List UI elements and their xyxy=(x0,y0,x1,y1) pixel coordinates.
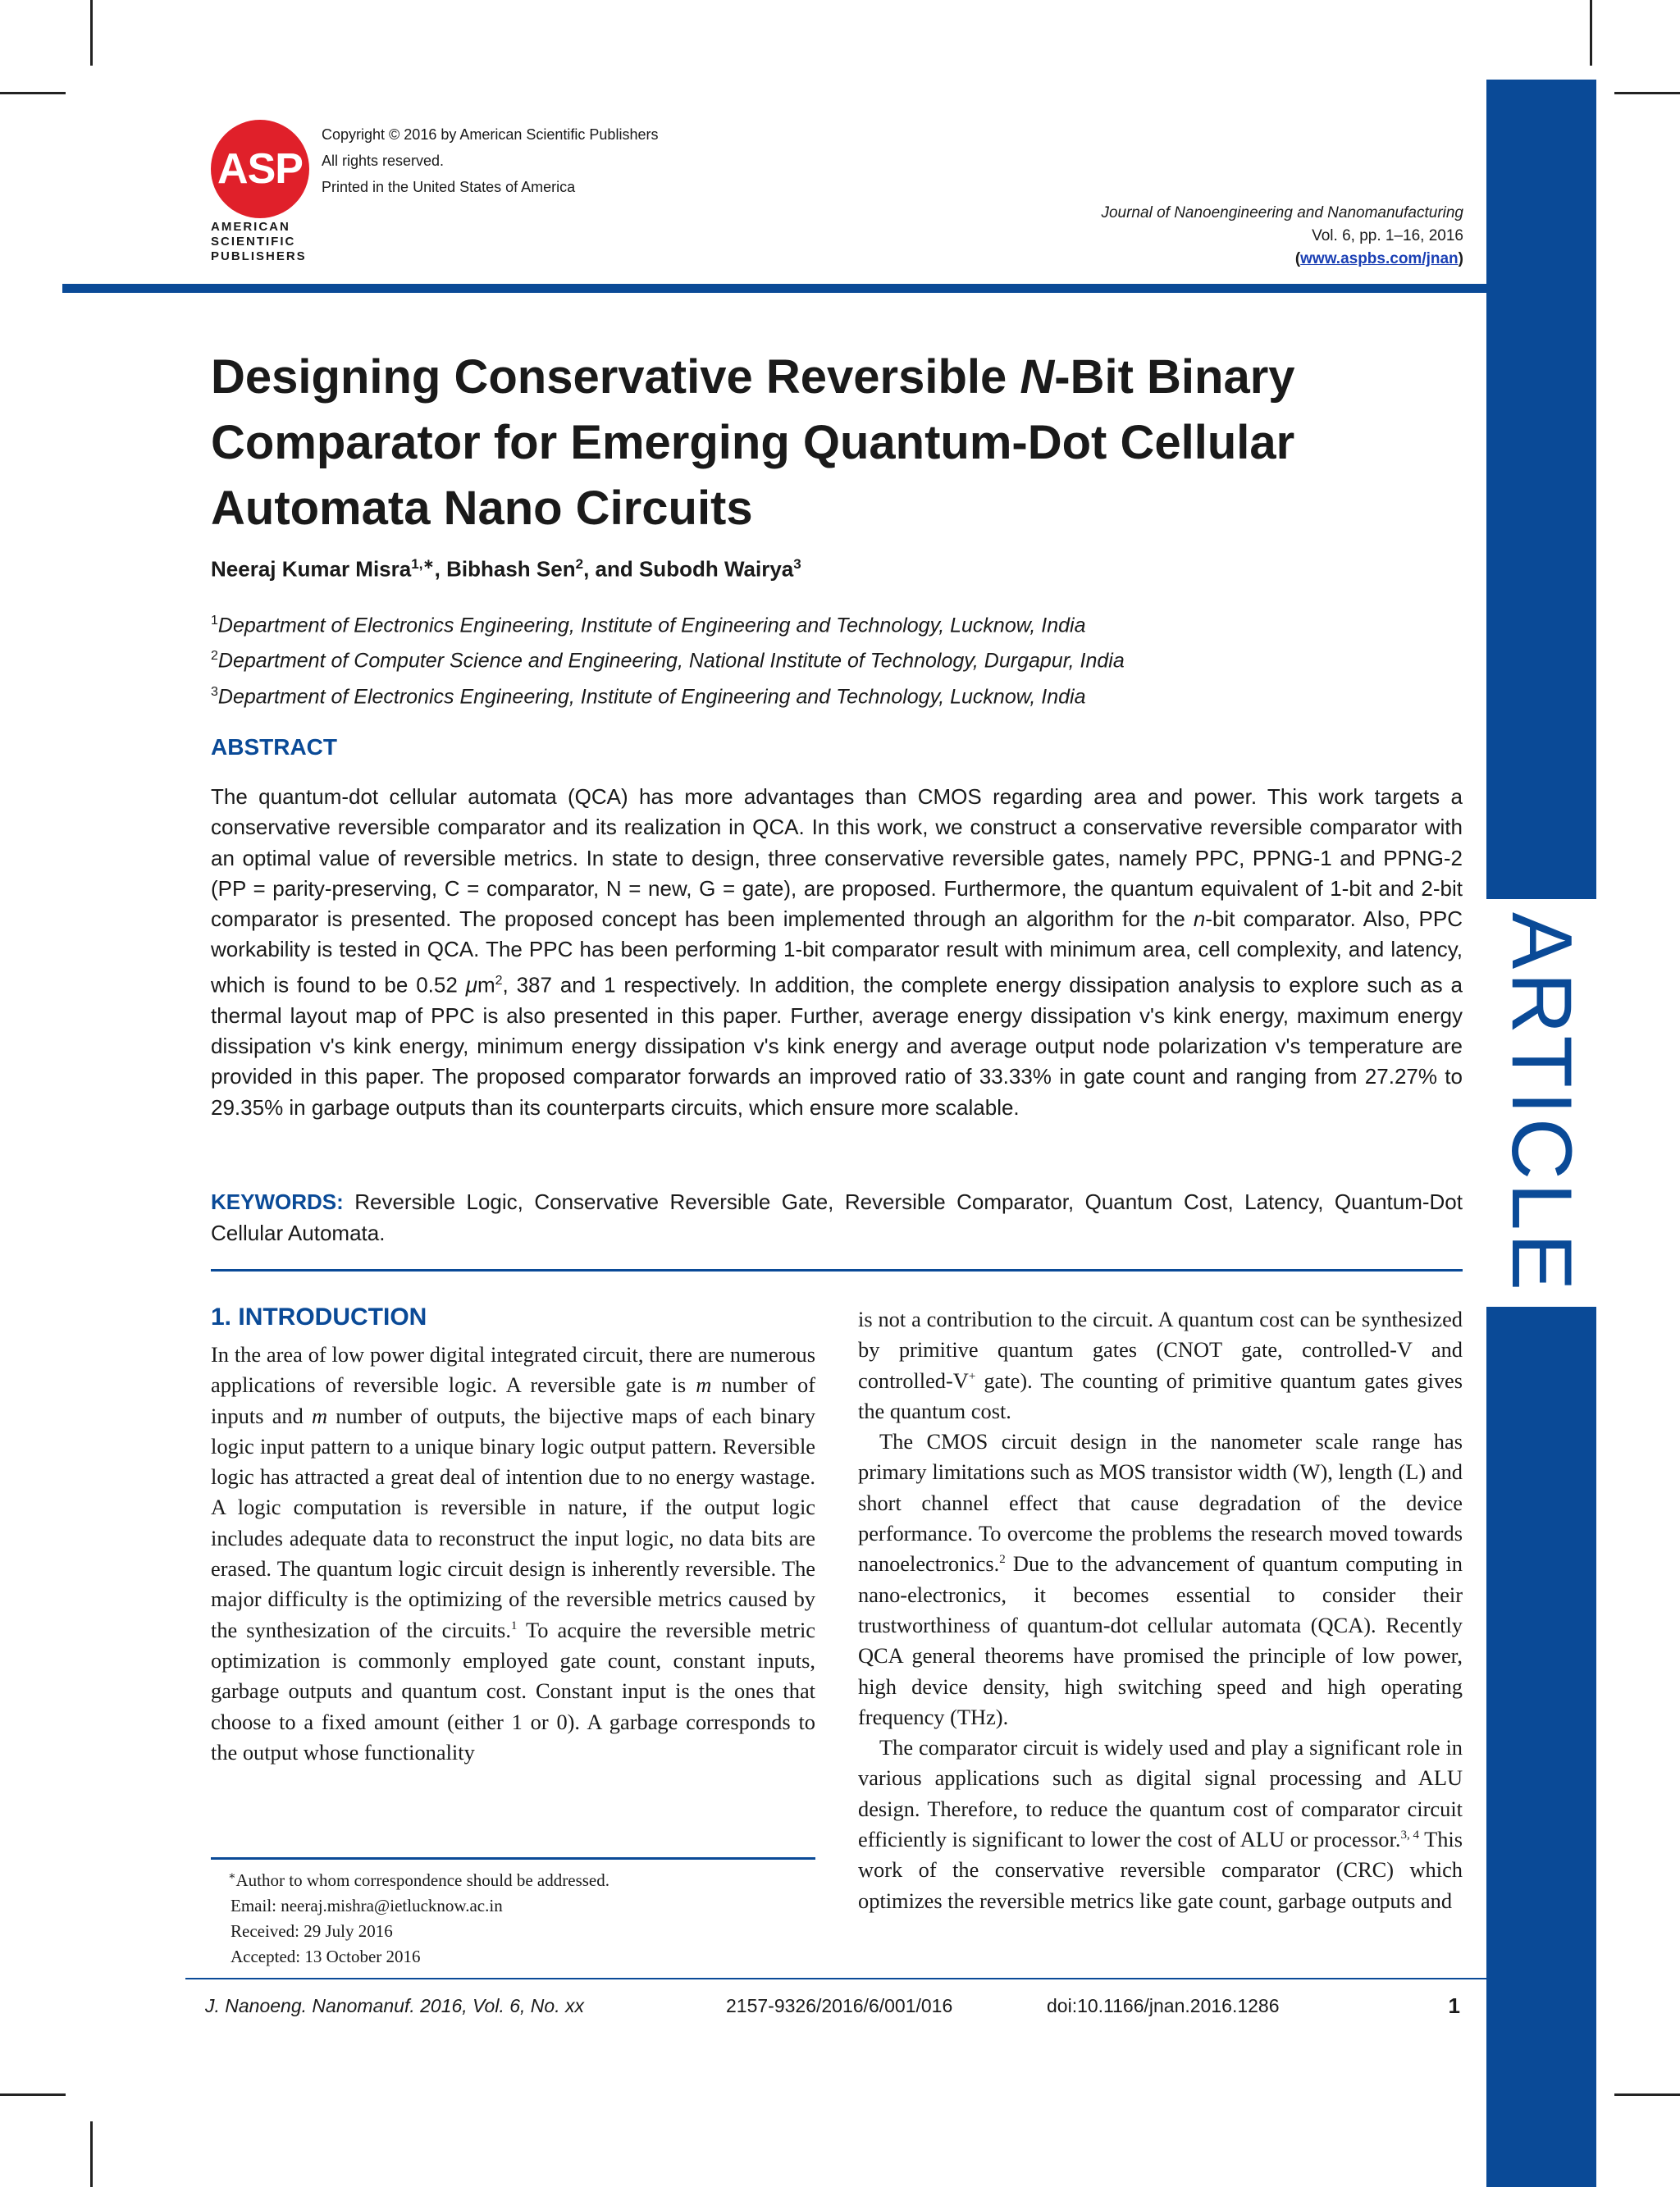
paragraph: In the area of low power digital integrated circuit, there are numerous applications of reversible logic. A reversible gate is m number of inputs and m number of outputs, the bijective maps of each binary logic input pattern to a unique binary logic output pattern. Reversible logic has attracted a great deal of intention due to no energy wastage. A logic computation is reversible in nature, if the output logic includes adequate data to reconstruct the input logic, no data bits are erased. The quantum logic circuit design is inherently reversible. The major difficulty is the optimizing of the reversible metrics caused by the synthesization of the circuits.$^1$ To acquire the reversible metric optimization is commonly employed gate count, constant inputs, garbage outputs and quantum cost. Constant input is the ones that choose to a fixed amount (either 1 or 0). A garbage corresponds to the output whose functionality xyxy=(211,1342,816,1765)
journal-volume: Vol. 6, pp. 1–16, 2016 xyxy=(1312,227,1463,244)
journal-info xyxy=(1101,202,1463,271)
footer-doi[interactable]: doi:10.1166/jnan.2016.1286 xyxy=(1047,1995,1280,2016)
abstract-rule xyxy=(211,1269,1463,1272)
correspondence-email[interactable]: Email: neeraj.mishra@ietlucknow.ac.in xyxy=(231,1896,503,1915)
author-name: Neeraj Kumar Misra xyxy=(211,556,412,582)
abstract-text: The quantum-dot cellular automata (QCA) has more advantages than CMOS regarding area and power. This work targets a conservative reversible comparator and its realization in QCA. In this work, we construct a conservative reversible comparator with an optimal value of reversible metrics. In state to design, three conservative reversible gates, namely PPC, PPNG-1 and PPNG-2 (PP = parity-preserving, C = comparator, N = new, G = gate), are proposed. Furthermore, the quantum equivalent of 1-bit and 2-bit comparator is presented. The proposed concept has been implemented through an algorithm for the n-bit comparator. Also, PPC workability is tested in QCA. The PPC has been performing 1-bit comparator result with minimum area, cell complexity, and latency, which is found to be 0.52 $\mu m^2$, 387 and 1 respectively. In addition, the complete energy dissipation analysis to explore such as a thermal layout map of PPC is also presented in this paper. Further, average energy dissipation v's kink energy, maximum energy dissipation v's kink energy, minimum energy dissipation v's kink energy and average output node polarization v's temperature are provided in this paper. The proposed comparator forwards an improved ratio of 33.33% in gate count and ranging from 27.27% to 29.35% in garbage outputs than its counterparts circuits, which ensure more scalable. xyxy=(211,784,1463,1120)
paragraph: The CMOS circuit design in the nanometer scale range has primary limitations such as MOS transistor width (W), length (L) and short channel effect that cause degradation of the device performance. To overcome the problems the research moved towards nanoelectronics.$^2$ Due to the advancement of quantum computing in nano-electronics, it becomes essential to consider their trustworthiness of quantum-dot cellular automata (QCA). Recently QCA general theorems have promised the principle of low power, high device density, high switching speed and high operating frequency (THz). xyxy=(858,1429,1463,1729)
abstract-heading: ABSTRACT xyxy=(211,734,337,760)
copyright-notice: Copyright © 2016 by American Scientific Publishers All rights reserved. Printed in the United States of America xyxy=(322,126,659,195)
crop-mark xyxy=(1590,0,1592,66)
article-label: ARTICLE xyxy=(1494,911,1590,1294)
author-list: Neeraj Kumar Misra$^{1,∗}$, Bibhash Sen$^2$, and Subodh Wairya$^3$ xyxy=(211,556,801,582)
right-column xyxy=(858,1304,1463,1916)
author-name: Bibhash Sen xyxy=(446,556,576,582)
citation-ref[interactable]: 3, 4 xyxy=(1400,1829,1419,1842)
page-number: 1 xyxy=(1448,1993,1460,2018)
journal-link[interactable]: (www.aspbs.com/jnan) xyxy=(1294,250,1463,267)
affiliation: $^1$Department of Electronics Engineering, Institute of Engineering and Technology, Lucknow, India xyxy=(211,614,1086,637)
crop-mark xyxy=(0,92,66,94)
crop-mark xyxy=(1614,2093,1680,2096)
crop-mark xyxy=(90,2121,93,2187)
affiliation: $^2$Department of Computer Science and Engineering, National Institute of Technology, Durgapur, India xyxy=(211,649,1125,673)
publisher-name: AMERICAN SCIENTIFIC PUBLISHERS xyxy=(211,220,307,263)
crop-mark xyxy=(1614,92,1680,94)
affiliation: $^3$Department of Electronics Engineering, Institute of Engineering and Technology, Lucknow, India xyxy=(211,684,1086,708)
keywords-label: KEYWORDS: xyxy=(211,1189,344,1214)
paper-title: Designing Conservative Reversible N-Bit Binary Comparator for Emerging Quantum-Dot Cellular Automata Nano Circuits xyxy=(211,350,1295,535)
section-heading: 1. INTRODUCTION xyxy=(211,1304,427,1331)
footer-rule xyxy=(185,1978,1486,1979)
citation-ref[interactable]: 1 xyxy=(510,1619,518,1632)
left-column xyxy=(211,1340,815,1768)
journal-name: Journal of Nanoengineering and Nanomanufacturing xyxy=(1101,204,1463,221)
author-name: Subodh Wairya xyxy=(638,556,794,582)
header-rule xyxy=(62,284,1486,293)
paragraph: The comparator circuit is widely used and play a significant role in various applications such as digital signal processing and ALU design. Therefore, to reduce the quantum cost of comparator circuit efficiently is significant to lower the cost of ALU or processor.$^{3, 4}$ This work of the conservative reversible comparator (CRC) which optimizes the reversible metrics like gate count, garbage outputs and xyxy=(858,1735,1463,1913)
footer-citation: J. Nanoeng. Nanomanuf. 2016, Vol. 6, No. xx xyxy=(205,1995,584,2016)
paragraph: is not a contribution to the circuit. A quantum cost can be synthesized by primitive quantum gates (CNOT gate, controlled-V and controlled-V+ gate). The counting of primitive quantum gates gives the quantum cost. xyxy=(858,1307,1463,1423)
affiliations xyxy=(211,605,1125,712)
footer-issn: 2157-9326/2016/6/001/016 xyxy=(726,1995,953,2016)
keywords: KEYWORDS: Reversible Logic, Conservative Reversible Gate, Reversible Comparator, Quantum Cost, Latency, Quantum-Dot Cellular Automata. xyxy=(211,1189,1463,1245)
publisher-logo: ASP xyxy=(211,120,309,218)
footnote-rule xyxy=(211,1857,815,1860)
crop-mark xyxy=(0,2093,66,2096)
footnote: ∗Author to whom correspondence should be addressed. Email: neeraj.mishra@ietlucknow.ac.in Received: 29 July 2016 Accepted: 13 October 2016 xyxy=(228,1870,609,1966)
crop-mark xyxy=(90,0,93,66)
citation-ref[interactable]: 2 xyxy=(999,1553,1006,1567)
